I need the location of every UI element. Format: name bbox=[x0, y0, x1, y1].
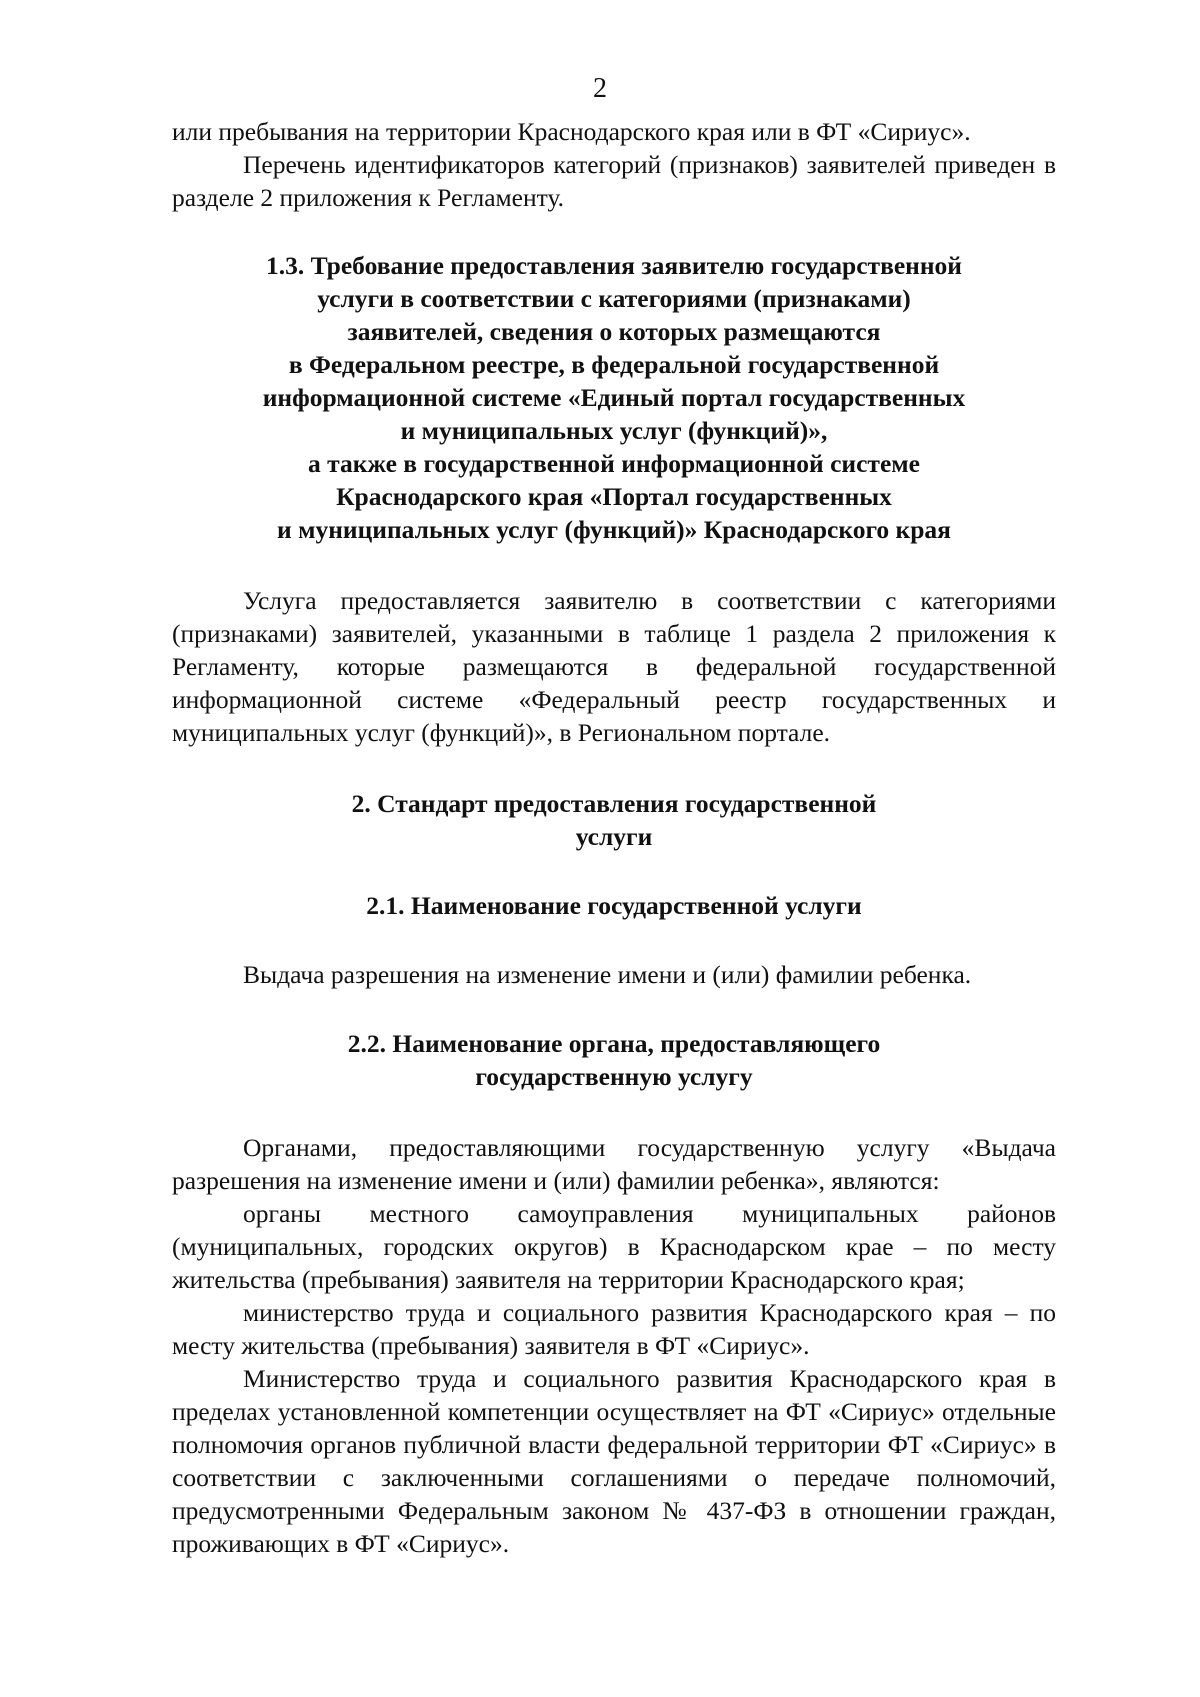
heading-line: 2.2. Наименование органа, предоставляющего bbox=[347, 1029, 881, 1058]
heading-line: в Федеральном реестре, в федеральной государственной bbox=[288, 350, 940, 379]
heading-line: 1.3. Требование предоставления заявителю государственной bbox=[266, 251, 962, 280]
paragraph-2-2-ministry: министерство труда и социального развития Краснодарского края – по месту жительства (пребывания) заявителя в ФТ «Сириус». bbox=[172, 1298, 1056, 1360]
section-heading-2 bbox=[172, 787, 1056, 853]
section-heading-2-1: 2.1. Наименование государственной услуги bbox=[366, 891, 862, 920]
heading-line: 2. Стандарт предоставления государственной bbox=[351, 789, 877, 818]
heading-line: услуги в соответствии с категориями (признаками) bbox=[317, 284, 911, 313]
heading-line: заявителей, сведения о которых размещаются bbox=[347, 317, 881, 346]
heading-line: и муниципальных услуг (функций)», bbox=[400, 416, 828, 445]
paragraph-2-2-organs: Органами, предоставляющими государственную услугу «Выдача разрешения на изменение имени и (или) фамилии ребенка», являются: bbox=[172, 1133, 1056, 1195]
heading-line: Краснодарского края «Портал государственных bbox=[336, 482, 892, 511]
paragraph-2-2-local-authorities: органы местного самоуправления муниципальных районов (муниципальных, городских округов) в Краснодарском крае – по месту жительства (пребывания) заявителя на территории Краснодарского края; bbox=[172, 1199, 1056, 1294]
paragraph-identifiers: Перечень идентификаторов категорий (признаков) заявителей приведен в разделе 2 приложения к Регламенту. bbox=[172, 150, 1056, 212]
document-body bbox=[172, 115, 1056, 1560]
heading-line: информационной системе «Единый портал государственных bbox=[262, 383, 966, 412]
paragraph-2-2-ministry-powers: Министерство труда и социального развития Краснодарского края в пределах установленной компетенции осуществляет на ФТ «Сириус» отдельные полномочия органов публичной власти федеральной территории ФТ «Сириус» в соответствии с заключенными соглашениями о передаче полномочий, предусмотренными Федеральным законом № 437-ФЗ в отношении граждан, проживающих в ФТ «Сириус». bbox=[172, 1364, 1056, 1558]
heading-line: а также в государственной информационной системе bbox=[308, 449, 920, 478]
paragraph-2-1-body: Выдача разрешения на изменение имени и (или) фамилии ребенка. bbox=[243, 960, 972, 989]
section-heading-1-3 bbox=[172, 249, 1056, 546]
heading-line: и муниципальных услуг (функций)» Краснодарского края bbox=[277, 515, 951, 544]
page-number: 2 bbox=[593, 73, 607, 104]
heading-line: услуги bbox=[575, 822, 653, 851]
paragraph-1-3-body: Услуга предоставляется заявителю в соответствии с категориями (признаками) заявителей, указанными в таблице 1 раздела 2 приложения к Регламенту, которые размещаются в федеральной государственной информационной системе «Федеральный реестр государственных и муниципальных услуг (функций)», в Региональном портале. bbox=[172, 586, 1056, 747]
section-heading-2-2 bbox=[172, 1027, 1056, 1093]
paragraph-continuation: или пребывания на территории Краснодарского края или в ФТ «Сириус». bbox=[172, 117, 971, 146]
heading-line: государственную услугу bbox=[475, 1062, 753, 1091]
